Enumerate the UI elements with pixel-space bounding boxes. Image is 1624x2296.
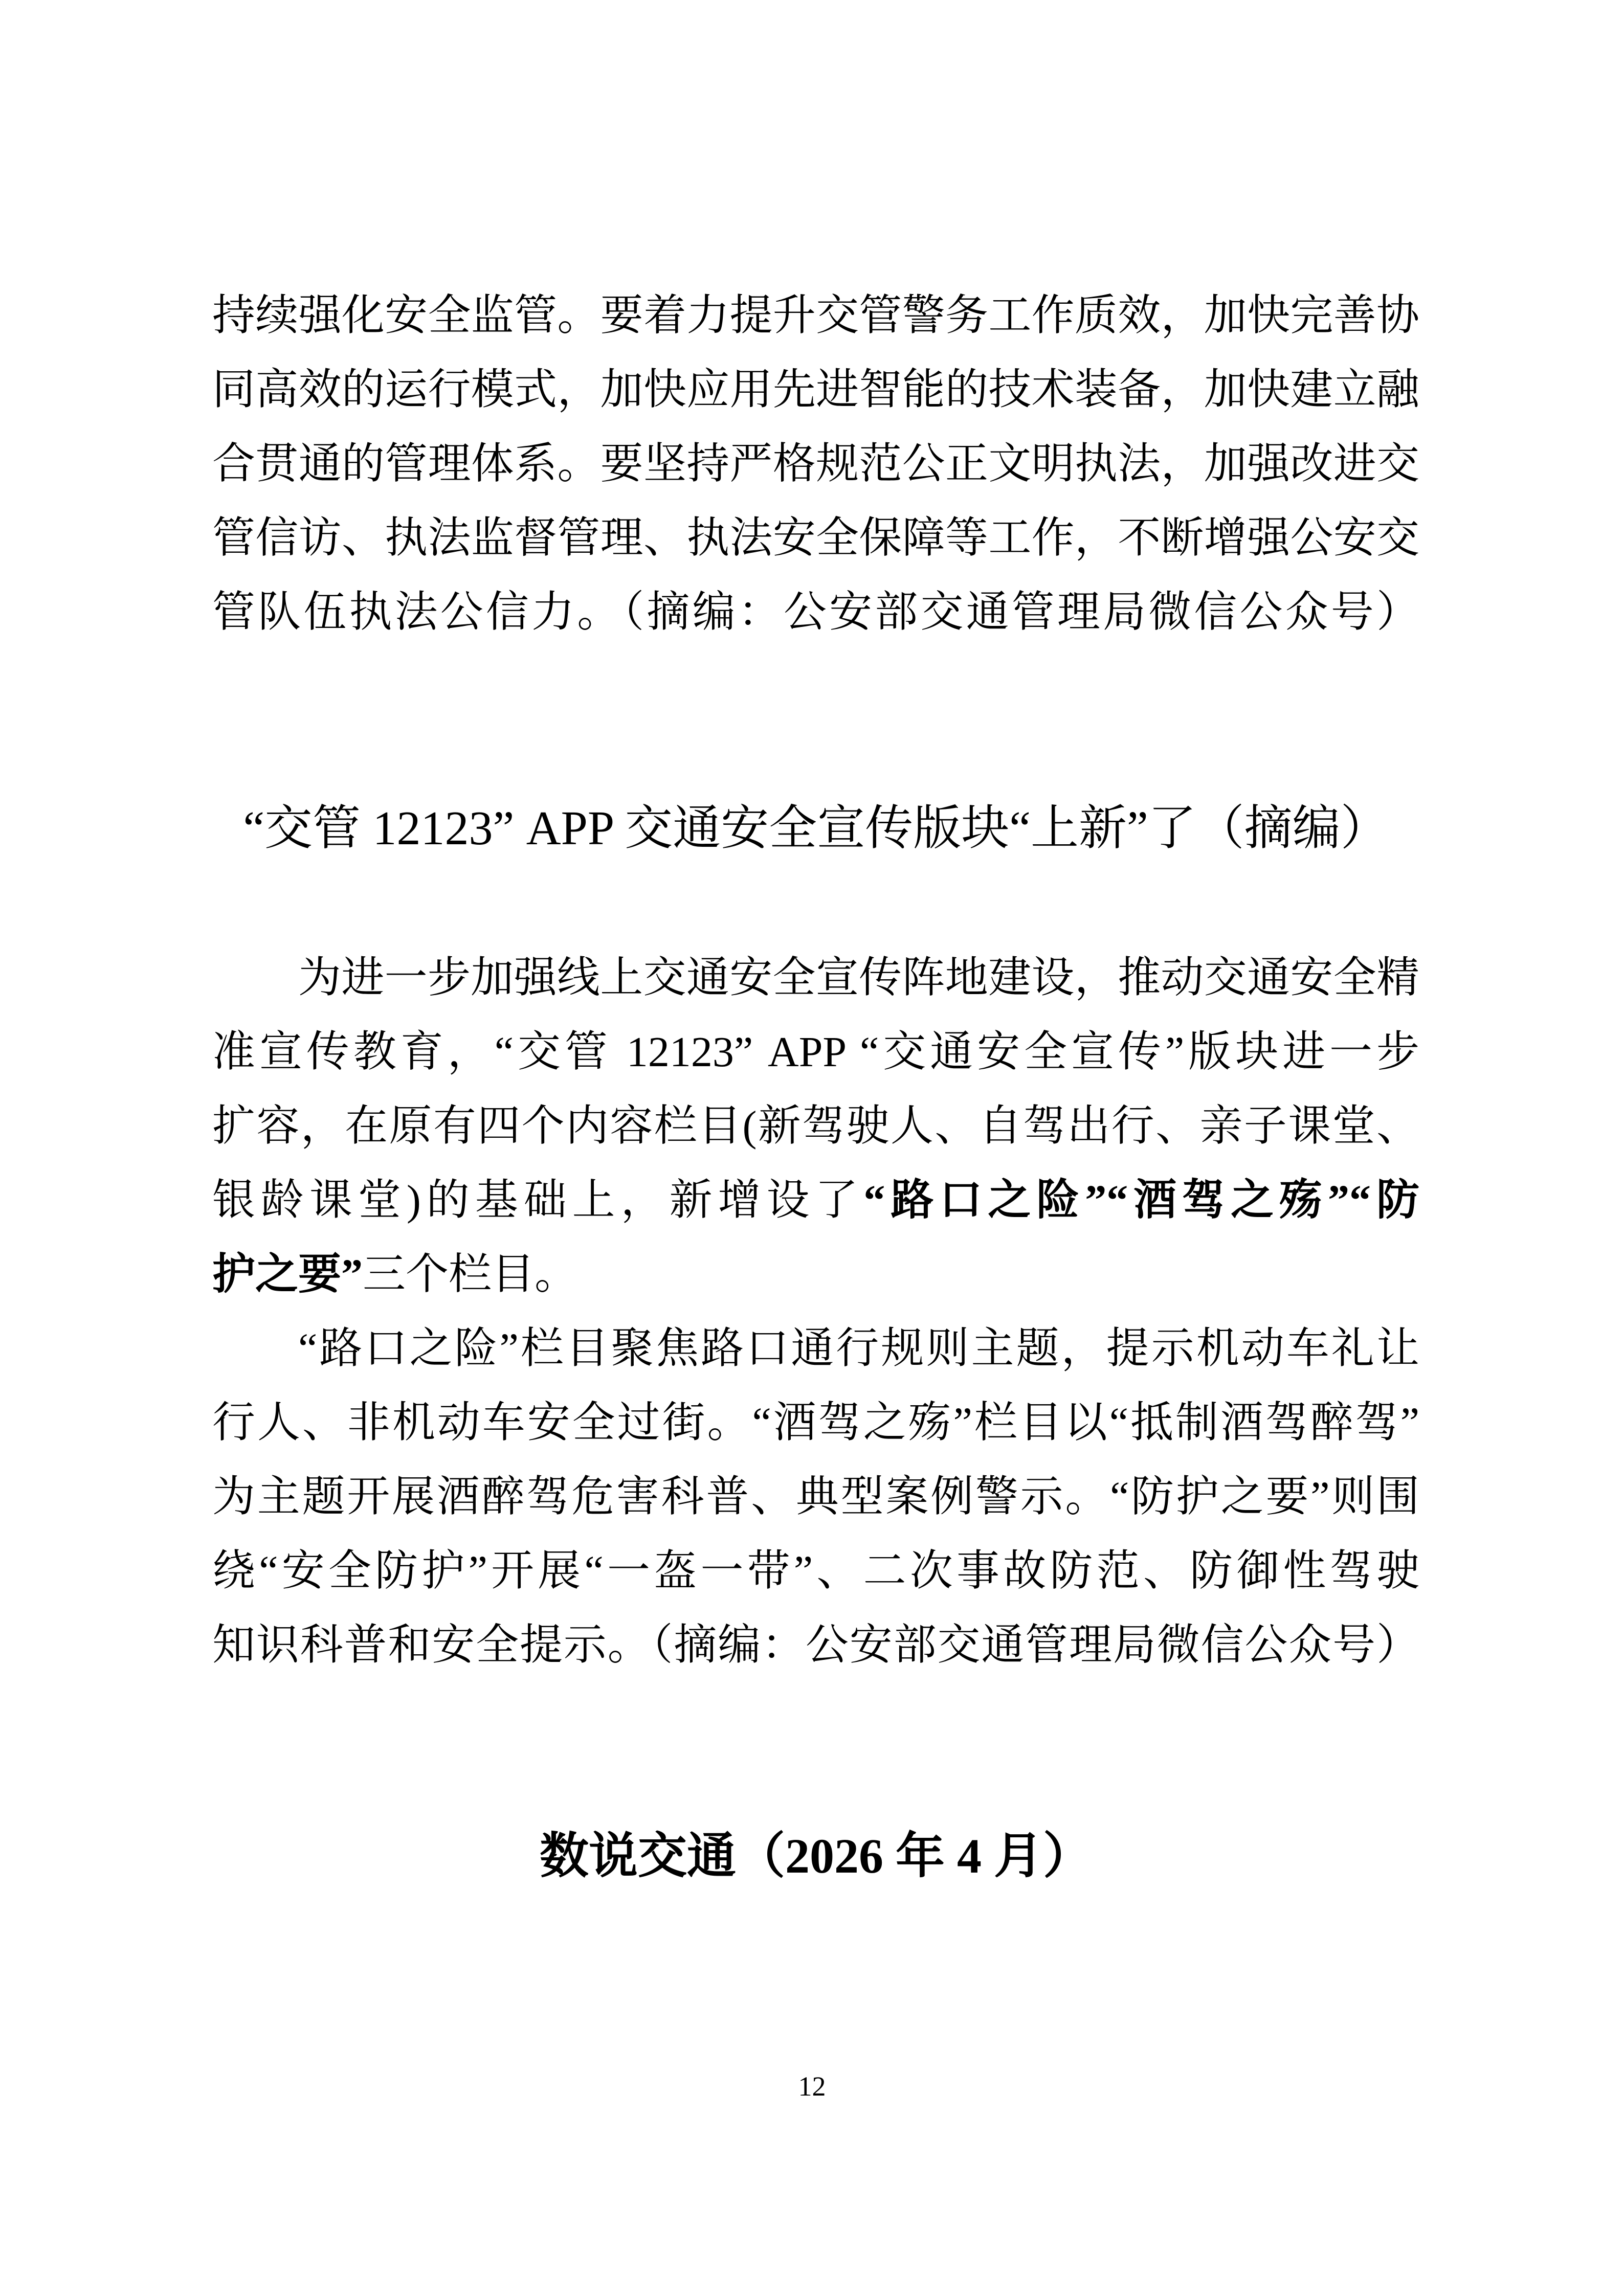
text-line: [212, 1237, 1419, 1312]
text-run: 三个栏目。: [363, 1251, 578, 1298]
text-line: [212, 501, 1419, 575]
text-run: 管信访、执法监督管理、执法安全保障等工作，不断增强公安交: [212, 514, 1419, 562]
text-line: [212, 1163, 1419, 1237]
text-run: 银龄课堂)的基础上，新增设了: [212, 1177, 864, 1224]
text-run: 行人、非机动车安全过街。“酒驾之殇”栏目以“抵制酒驾醉驾”: [212, 1399, 1419, 1447]
text-line: [212, 575, 1419, 649]
bold-text-run: “路口之险”“酒驾之殇”“防: [863, 1177, 1419, 1224]
text-line: [212, 427, 1419, 501]
text-run: “路口之险”栏目聚焦路口通行规则主题，提示机动车礼让: [298, 1325, 1419, 1372]
section-heading-jiaoguan-12123-app: “交管 12123” APP 交通安全宣传版块“上新”了（摘编）: [243, 802, 1389, 855]
text-line: [212, 353, 1419, 427]
text-run: 扩容，在原有四个内容栏目(新驾驶人、自驾出行、亲子课堂、: [212, 1102, 1419, 1150]
text-run: 合贯通的管理体系。要坚持严格规范公正文明执法，加强改进交: [212, 440, 1419, 488]
text-run: 知识科普和安全提示。（摘编：公安部交通管理局微信公众号）: [212, 1622, 1419, 1669]
text-line: [212, 1608, 1419, 1682]
text-run: 准宣传教育，“交管 12123” APP “交通安全宣传”版块进一步: [212, 1028, 1419, 1076]
text-line: [212, 1386, 1419, 1460]
text-run: 为主题开展酒醉驾危害科普、典型案例警示。“防护之要”则围: [212, 1473, 1419, 1521]
page-number: 12: [798, 2071, 826, 2102]
text-line: [212, 1312, 1419, 1386]
text-line: [212, 941, 1419, 1015]
text-run: 为进一步加强线上交通安全宣传阵地建设，推动交通安全精: [298, 954, 1419, 1002]
text-line: [212, 1015, 1419, 1089]
text-run: 同高效的运行模式，加快应用先进智能的技术装备，加快建立融: [212, 366, 1419, 414]
paragraph-app-new-columns: [212, 941, 1419, 1312]
bold-text-run: 护之要”: [212, 1251, 363, 1298]
section-heading-shushuo-jiaotong: 数说交通（2026 年 4 月）: [540, 1829, 1092, 1883]
text-line: [212, 279, 1419, 353]
text-run: 绕“安全防护”开展“一盔一带”、二次事故防范、防御性驾驶: [212, 1547, 1419, 1595]
text-line: [212, 1089, 1419, 1163]
text-run: 持续强化安全监管。要着力提升交管警务工作质效，加快完善协: [212, 292, 1419, 340]
paragraph-column-descriptions: [212, 1312, 1419, 1682]
paragraph-traffic-police-supervision: [212, 0, 1419, 649]
text-line: [212, 1534, 1419, 1608]
page-body-text: [212, 0, 1419, 1902]
text-run: 管队伍执法公信力。（摘编：公安部交通管理局微信公众号）: [212, 589, 1419, 636]
text-line: [212, 1460, 1419, 1534]
